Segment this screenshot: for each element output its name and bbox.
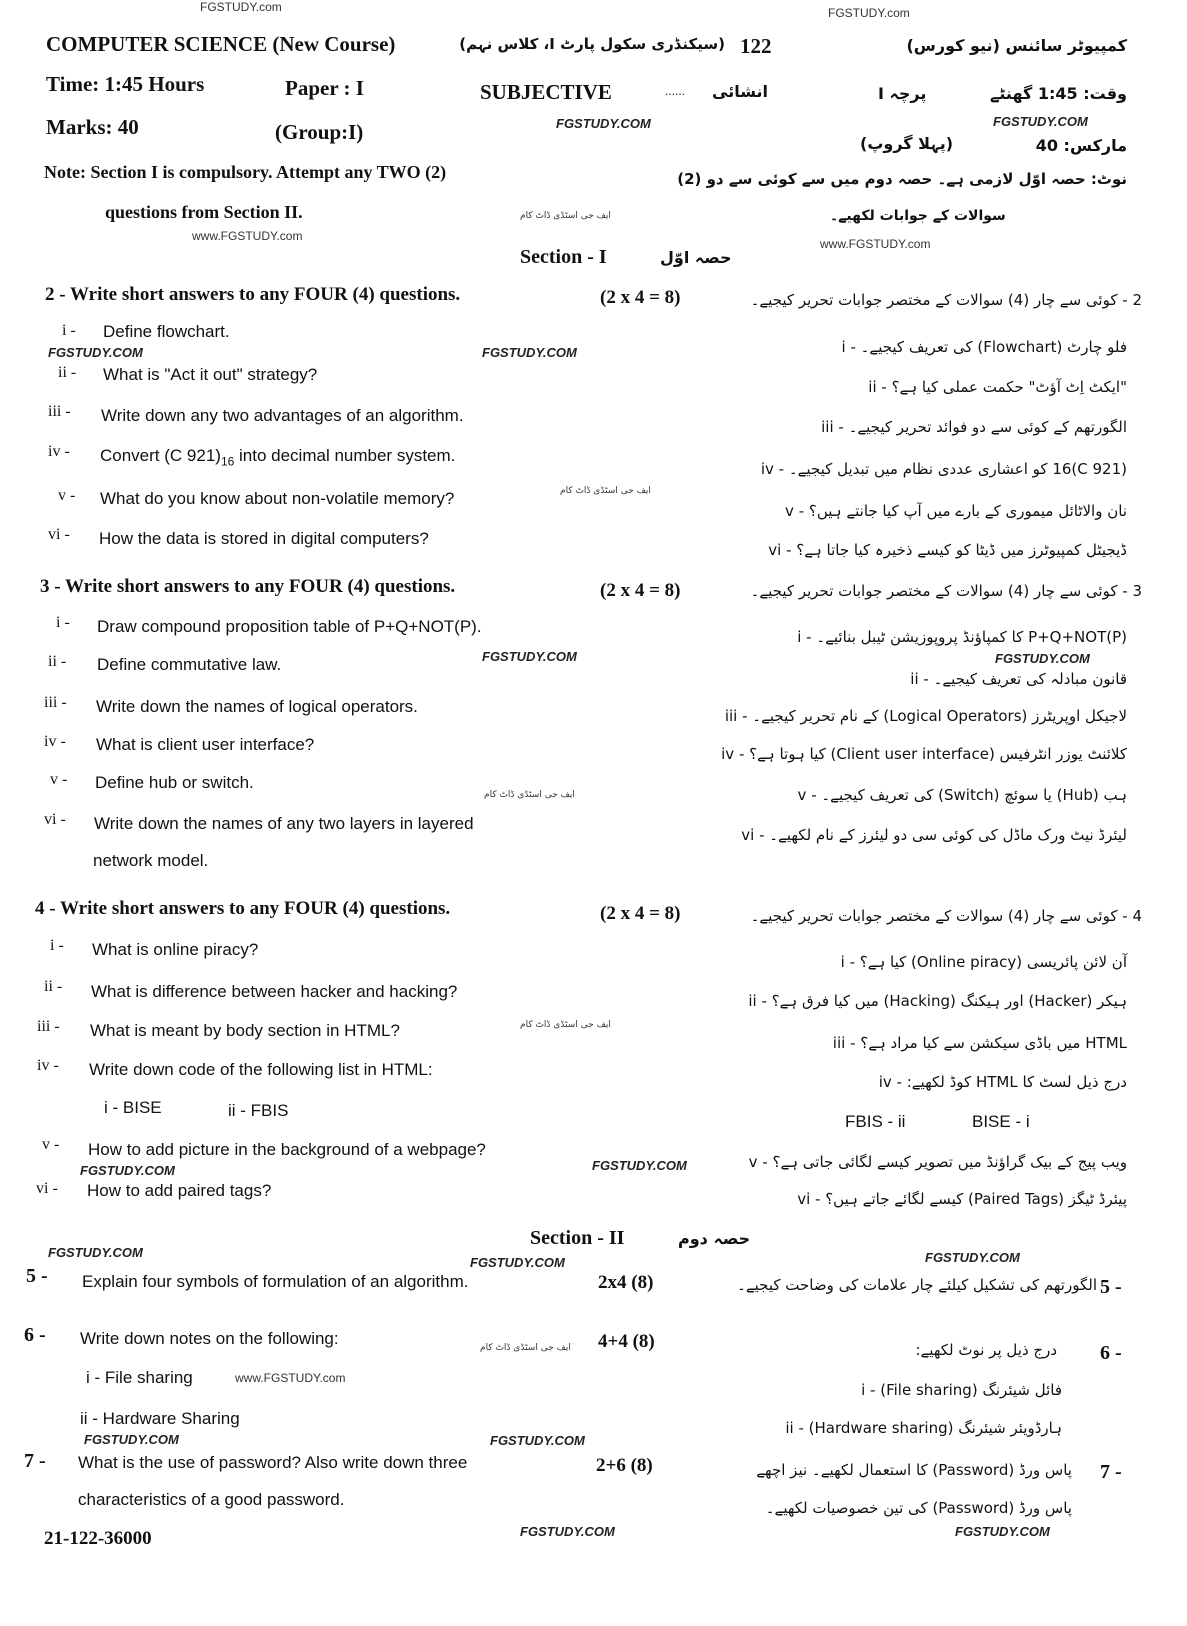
question-item-urdu: لاجیکل اوپریٹرز (Logical Operators) کے نام تحریر کیجیے۔ - iii xyxy=(724,707,1127,725)
item-number: i - xyxy=(56,614,70,631)
question-item: How to add picture in the background of a webpage? xyxy=(88,1140,486,1159)
note-line-2: questions from Section II. xyxy=(105,202,303,222)
q2-title: 2 - Write short answers to any FOUR (4) questions. xyxy=(45,284,461,305)
list-item-bise-urdu: BISE - i xyxy=(972,1112,1030,1131)
watermark: FGSTUDY.COM xyxy=(955,1524,1050,1539)
dots: ...... xyxy=(665,84,686,98)
question-item: Write down the names of logical operators. xyxy=(96,697,418,716)
note-urdu-1: نوٹ: حصہ اوّل لازمی ہے۔ حصہ دوم میں سے کوئی سے دو (2) xyxy=(677,170,1127,188)
watermark: ایف جی اسٹڈی ڈاٹ کام xyxy=(520,211,611,221)
question-item: What is client user interface? xyxy=(96,735,315,754)
watermark: FGSTUDY.COM xyxy=(925,1250,1020,1265)
watermark: FGSTUDY.COM xyxy=(556,116,651,131)
question-item: What do you know about non-volatile memory? xyxy=(100,489,455,508)
q7-text: What is the use of password? Also write down three xyxy=(78,1453,468,1472)
item-number: ii - xyxy=(44,978,63,995)
q6-sub-file-sharing: i - File sharing xyxy=(86,1368,193,1387)
question-item-urdu: لیئرڈ نیٹ ورک ماڈل کی کوئی سی دو لیئرز کے نام لکھیے۔ - vi xyxy=(741,826,1127,844)
watermark: ایف جی اسٹڈی ڈاٹ کام xyxy=(484,790,575,800)
list-item-fbis: ii - FBIS xyxy=(228,1101,289,1120)
q4-title: 4 - Write short answers to any FOUR (4) questions. xyxy=(35,898,451,919)
paper-code: 122 xyxy=(740,34,772,58)
item-number: v - xyxy=(58,487,76,504)
question-item: What is online piracy? xyxy=(92,940,259,959)
q6-text: Write down notes on the following: xyxy=(80,1329,339,1348)
watermark: FGSTUDY.COM xyxy=(470,1255,565,1270)
question-item: Define flowchart. xyxy=(103,322,230,341)
subjective-urdu: انشائی xyxy=(712,82,768,101)
item-number: iii - xyxy=(44,694,67,711)
q7-text-continued: characteristics of a good password. xyxy=(78,1490,345,1509)
question-item-urdu: ویب پیج کے بیک گراؤنڈ میں تصویر کیسے لگائی جاتی ہے؟ - v xyxy=(748,1153,1127,1171)
item-number: iv - xyxy=(37,1057,59,1074)
watermark: FGSTUDY.COM xyxy=(482,345,577,360)
group-label: (Group:I) xyxy=(275,120,364,144)
paper-label: Paper : I xyxy=(285,76,364,100)
question-item: How the data is stored in digital computers? xyxy=(99,529,429,548)
watermark: FGSTUDY.COM xyxy=(80,1163,175,1178)
question-item: Draw compound proposition table of P+Q+NOT(P). xyxy=(97,617,482,636)
question-item: Write down any two advantages of an algorithm. xyxy=(101,406,464,425)
question-item: What is meant by body section in HTML? xyxy=(90,1021,400,1040)
note-line-1: Note: Section I is compulsory. Attempt any TWO (2) xyxy=(44,162,447,182)
group-urdu: (پہلا گروپ) xyxy=(860,134,954,153)
watermark: FGSTUDY.COM xyxy=(482,649,577,664)
item-number: i - xyxy=(62,322,76,339)
q4-marks: (2 x 4 = 8) xyxy=(600,903,681,924)
question-item: Define hub or switch. xyxy=(95,773,254,792)
q3-title: 3 - Write short answers to any FOUR (4) questions. xyxy=(40,576,456,597)
section-1-title: Section - I xyxy=(520,246,607,268)
question-item-urdu: ہب (Hub) یا سوئچ (Switch) کی تعریف کیجیے۔ - v xyxy=(797,786,1127,804)
question-text: into decimal number system. xyxy=(234,446,456,465)
question-item: Write down code of the following list in HTML: xyxy=(89,1060,433,1079)
q6-sub-urdu-2: ہارڈویئر شیئرنگ (Hardware sharing) - ii xyxy=(785,1419,1062,1437)
item-number: ii - xyxy=(58,364,77,381)
watermark: FGSTUDY.COM xyxy=(48,345,143,360)
watermark: ایف جی اسٹڈی ڈاٹ کام xyxy=(520,1020,611,1030)
question-item: How to add paired tags? xyxy=(87,1181,272,1200)
section-1-urdu: حصہ اوّل xyxy=(660,248,732,267)
q7-urdu: پاس ورڈ (Password) کا استعمال لکھیے۔ نیز اچھے xyxy=(756,1461,1072,1479)
item-number: v - xyxy=(42,1136,60,1153)
q5-number: 5 - xyxy=(26,1265,48,1287)
q2-title-urdu: 2 - کوئی سے چار (4) سوالات کے مختصر جوابات تحریر کیجیے۔ xyxy=(750,291,1142,309)
question-item-urdu: "ایکٹ اِٹ آؤٹ" حکمت عملی کیا ہے؟ - ii xyxy=(868,378,1127,396)
q3-title-urdu: 3 - کوئی سے چار (4) سوالات کے مختصر جوابات تحریر کیجیے۔ xyxy=(750,582,1142,600)
question-text: Convert (C 921) xyxy=(100,446,221,465)
watermark: FGSTUDY.COM xyxy=(84,1432,179,1447)
question-item-continued: network model. xyxy=(93,851,209,870)
q6-urdu: درج ذیل پر نوٹ لکھیے: xyxy=(915,1341,1057,1359)
q5-text: Explain four symbols of formulation of an algorithm. xyxy=(82,1272,469,1291)
watermark: www.FGSTUDY.com xyxy=(192,229,303,243)
watermark: www.FGSTUDY.com xyxy=(235,1371,346,1385)
time-urdu: وقت: 1:45 گھنٹے xyxy=(990,84,1127,103)
watermark: FGSTUDY.COM xyxy=(995,651,1090,666)
q6-number-urdu: 6 - xyxy=(1100,1342,1122,1364)
watermark: ایف جی اسٹڈی ڈاٹ کام xyxy=(480,1343,571,1353)
item-number: ii - xyxy=(48,653,67,670)
watermark: FGSTUDY.com xyxy=(200,0,282,14)
q5-marks: 2x4 (8) xyxy=(598,1272,654,1293)
watermark: FGSTUDY.COM xyxy=(490,1433,585,1448)
watermark: FGSTUDY.com xyxy=(828,6,910,20)
watermark: FGSTUDY.COM xyxy=(48,1245,143,1260)
paper-serial-code: 21-122-36000 xyxy=(44,1528,152,1549)
item-number: vi - xyxy=(48,526,70,543)
question-item-urdu: پیئرڈ ٹیگز (Paired Tags) کیسے لگائے جاتے ہیں؟ - vi xyxy=(797,1190,1127,1208)
watermark: ایف جی اسٹڈی ڈاٹ کام xyxy=(560,486,651,496)
question-item-urdu: فلو چارٹ (Flowchart) کی تعریف کیجیے۔ - i xyxy=(841,338,1127,356)
question-item-urdu: (C 921)16 کو اعشاری عددی نظام میں تبدیل کیجیے۔ - iv xyxy=(760,460,1127,478)
section-2-urdu: حصہ دوم xyxy=(678,1229,751,1248)
list-item-bise: i - BISE xyxy=(104,1098,162,1117)
subjective-label: SUBJECTIVE xyxy=(480,80,612,104)
marks-label: Marks: 40 xyxy=(46,115,139,139)
subject-title: COMPUTER SCIENCE (New Course) xyxy=(46,32,396,56)
question-item-urdu: ڈیجیٹل کمپیوٹرز میں ڈیٹا کو کیسے ذخیرہ کیا جاتا ہے؟ - vi xyxy=(768,541,1127,559)
q6-marks: 4+4 (8) xyxy=(598,1331,655,1352)
watermark: www.FGSTUDY.com xyxy=(820,237,931,251)
paper-urdu: پرچہ I xyxy=(878,84,927,103)
class-urdu: (سیکنڈری سکول پارٹ I، کلاس نہم) xyxy=(459,35,725,53)
section-2-title: Section - II xyxy=(530,1227,625,1249)
question-item-urdu: قانون مبادلہ کی تعریف کیجیے۔ - ii xyxy=(910,670,1127,688)
question-item-urdu: آن لائن پائریسی (Online piracy) کیا ہے؟ - i xyxy=(840,953,1127,971)
watermark: FGSTUDY.COM xyxy=(520,1524,615,1539)
q6-number: 6 - xyxy=(24,1324,46,1346)
list-item-fbis-urdu: FBIS - ii xyxy=(845,1112,906,1131)
q4-title-urdu: 4 - کوئی سے چار (4) سوالات کے مختصر جوابات تحریر کیجیے۔ xyxy=(750,907,1142,925)
item-number: iii - xyxy=(37,1018,60,1035)
item-number: vi - xyxy=(36,1180,58,1197)
q6-sub-hardware-sharing: ii - Hardware Sharing xyxy=(80,1409,240,1428)
question-item-urdu: کلائنٹ یوزر انٹرفیس (Client user interface) کیا ہوتا ہے؟ - iv xyxy=(721,745,1127,763)
item-number: iii - xyxy=(48,403,71,420)
item-number: i - xyxy=(50,937,64,954)
q7-urdu-continued: پاس ورڈ (Password) کی تین خصوصیات لکھیے۔ xyxy=(765,1499,1072,1517)
q6-sub-urdu-1: فائل شیئرنگ (File sharing) - i xyxy=(861,1381,1062,1399)
question-item-urdu: درج ذیل لسٹ کا HTML کوڈ لکھیے: - iv xyxy=(878,1073,1127,1091)
q7-number: 7 - xyxy=(24,1450,46,1472)
watermark: FGSTUDY.COM xyxy=(592,1158,687,1173)
q7-marks: 2+6 (8) xyxy=(596,1455,653,1476)
time-label: Time: 1:45 Hours xyxy=(46,72,205,96)
question-item-urdu: P+Q+NOT(P) کا کمپاؤنڈ پروپوزیشن ٹیبل بنائیے۔ - i xyxy=(797,628,1127,646)
item-number: iv - xyxy=(48,443,70,460)
question-item-urdu: الگورتھم کے کوئی سے دو فوائد تحریر کیجیے۔ - iii xyxy=(821,418,1127,436)
question-item: What is difference between hacker and hacking? xyxy=(91,982,458,1001)
marks-urdu: مارکس: 40 xyxy=(1035,136,1127,155)
q7-number-urdu: 7 - xyxy=(1100,1461,1122,1483)
q5-number-urdu: 5 - xyxy=(1100,1276,1122,1298)
question-item-urdu: ہیکر (Hacker) اور ہیکنگ (Hacking) میں کیا فرق ہے؟ - ii xyxy=(748,992,1127,1010)
item-number: vi - xyxy=(44,811,66,828)
question-item: What is "Act it out" strategy? xyxy=(103,365,318,384)
item-number: v - xyxy=(50,771,68,788)
subject-urdu: کمپیوٹر سائنس (نیو کورس) xyxy=(906,36,1127,55)
item-number: iv - xyxy=(44,733,66,750)
q3-marks: (2 x 4 = 8) xyxy=(600,580,681,601)
question-item: Write down the names of any two layers in layered xyxy=(94,814,474,833)
note-urdu-2: سوالات کے جوابات لکھیے۔ xyxy=(830,208,1006,224)
base-subscript: 16 xyxy=(220,454,235,469)
q2-marks: (2 x 4 = 8) xyxy=(600,287,681,308)
question-item xyxy=(100,446,455,468)
question-item-urdu: نان والاٹائل میموری کے بارے میں آپ کیا جانتے ہیں؟ - v xyxy=(785,502,1127,520)
q5-urdu: الگورتھم کی تشکیل کیلئے چار علامات کی وضاحت کیجیے۔ xyxy=(737,1276,1097,1294)
watermark: FGSTUDY.COM xyxy=(993,114,1088,129)
question-item: Define commutative law. xyxy=(97,655,282,674)
question-item-urdu: HTML میں باڈی سیکشن سے کیا مراد ہے؟ - iii xyxy=(832,1034,1127,1052)
